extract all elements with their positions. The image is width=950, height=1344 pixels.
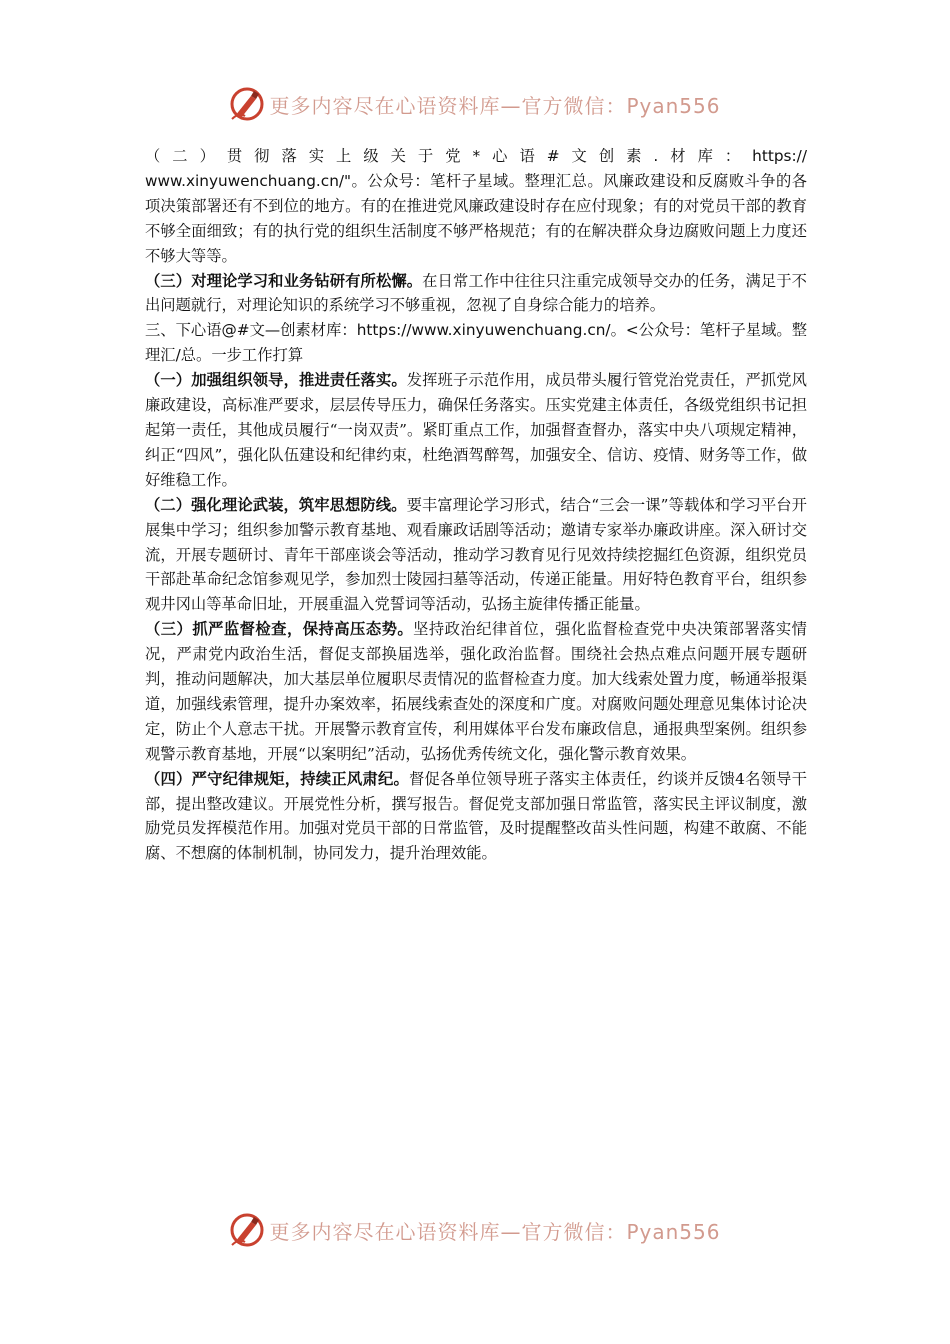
paragraph-7-heading: （四）严守纪律规矩，持续正风肃纪。: [145, 769, 410, 788]
paragraph-6: [145, 617, 807, 766]
writing-hand-logo-icon: [229, 1212, 265, 1248]
paragraph-5-heading: （二）强化理论武装，筑牢思想防线。: [145, 495, 407, 514]
paragraph-4-heading: （一）加强组织领导，推进责任落实。: [145, 371, 407, 390]
banner-text: 更多内容尽在心语资料库—官方微信：Pyan556: [269, 93, 721, 118]
header-banner: [0, 84, 950, 124]
footer-banner: [0, 1210, 950, 1250]
paragraph-4-body: 发挥班子示范作用，成员带头履行管党治党责任，严抓党风廉政建设，高标准严要求，层层传导压力，确保任务落实。压实党建主体责任，各级党组织书记担起第一责任，其他成员履行“一岗双责”。紧盯重点工作，加强督查督办，落实中央八项规定精神，纠正“四风”，强化队伍建设和纪律约束，杜绝酒驾醉驾，加强安全、信访、疫情、财务等工作，做好维稳工作。: [145, 371, 807, 489]
paragraph-5-body: 要丰富理论学习形式，结合“三会一课”等载体和学习平台开展集中学习；组织参加警示教育基地、观看廉政话剧等活动；邀请专家举办廉政讲座。深入研讨交流，开展专题研讨、青年干部座谈会等活动，推动学习教育见行见效持续挖掘红色资源，组织党员干部赴革命纪念馆参观见学，参加烈士陵园扫墓等活动，传递正能量。用好特色教育平台，组织参观井冈山等革命旧址，开展重温入党誓词等活动，弘扬主旋律传播正能量。: [145, 495, 807, 614]
paragraph-5: [145, 493, 807, 618]
banner-text: 更多内容尽在心语资料库—官方微信：Pyan556: [269, 1219, 721, 1244]
paragraph-2: [145, 269, 807, 319]
paragraph-7-body: 督促各单位领导班子落实主体责任，约谈并反馈4名领导干部，提出整改建议。开展党性分析，撰写报告。督促党支部加强日常监管，落实民主评议制度，激励党员发挥模范作用。加强对党员干部的日常监管，及时提醒整改苗头性问题，构建不敢腐、不能腐、不想腐的体制机制，协同发力，提升治理效能。: [145, 769, 807, 863]
paragraph-1-body: www.xinyuwenchuang.cn/"。公众号：笔杆子星域。整理汇总。风廉政建设和反腐败斗争的各项决策部署还有不到位的地方。有的在推进党风廉政建设时存在应付现象；有的对党员干部的教育不够全面细致；有的执行党的组织生活制度不够严格规范；有的在解决群众身边腐败问题上力度还不够大等等。: [145, 171, 807, 265]
paragraph-4: [145, 368, 807, 493]
section-three-heading: 三、下心语@#文—创素材库：https://www.xinyuwenchuang.cn/。<公众号：笔杆子星域。整理汇/总。一步工作打算: [145, 321, 807, 365]
paragraph-1-line-1: （二）贯彻落实上级关于党*心语#文创素.材库：https://: [145, 147, 807, 165]
paragraph-2-body: 在日常工作中往往只注重完成领导交办的任务，满足于不出问题就行，对理论知识的系统学习不够重视，忽视了自身综合能力的培养。: [145, 271, 807, 315]
paragraph-6-body: 坚持政治纪律首位，强化监督检查党中央决策部署落实情况，严肃党内政治生活，督促支部换届选举，强化政治监督。围绕社会热点难点问题开展专题研判，推动问题解决，加大基层单位履职尽责情况的监督检查力度。加大线索处置力度，畅通举报渠道，加强线索管理，提升办案效率，拓展线索查处的深度和广度。对腐败问题处理意见集体讨论决定，防止个人意志干扰。开展警示教育宣传，利用媒体平台发布廉政信息，通报典型案例。组织参观警示教育基地，开展“以案明纪”活动，弘扬优秀传统文化，强化警示教育效果。: [145, 620, 807, 763]
writing-hand-logo-icon: [229, 86, 265, 122]
paragraph-2-heading: （三）对理论学习和业务钻研有所松懈。: [145, 271, 423, 290]
paragraph-6-heading: （三）抓严监督检查，保持高压态势。: [145, 620, 414, 639]
document-body: [145, 144, 807, 866]
paragraph-7: [145, 767, 807, 867]
